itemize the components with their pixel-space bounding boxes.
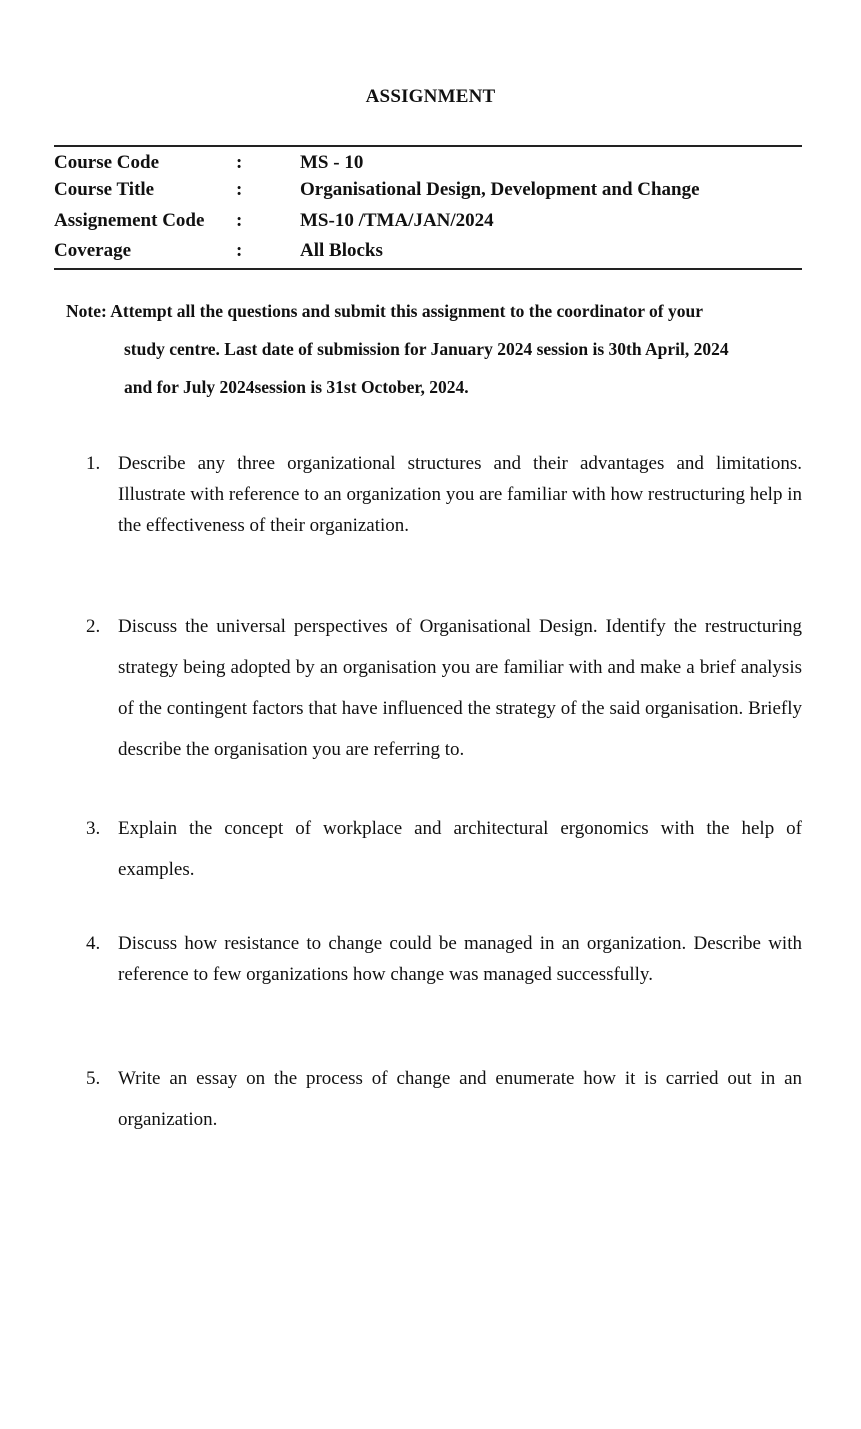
- question-number: 2.: [86, 616, 101, 637]
- note-line-3: and for July 2024session is 31st October, 2024.: [124, 377, 469, 397]
- meta-separator: :: [236, 210, 243, 231]
- meta-value: MS-10 /TMA/JAN/2024: [300, 210, 494, 231]
- question-text: Discuss the universal perspectives of Organisational Design. Identify the restructuring strategy being adopted by an organisation you are familiar with and make a brief analysis of the contingent factors that have influenced the strategy of the said organisation. Briefly describe the organisation you are referring to.: [118, 616, 802, 760]
- meta-label: Assignement Code: [54, 210, 205, 231]
- question-number: 5.: [86, 1068, 101, 1089]
- question-3: [86, 808, 802, 890]
- meta-value: All Blocks: [300, 240, 383, 261]
- document-title: ASSIGNMENT: [365, 86, 496, 107]
- meta-label: Course Title: [54, 179, 155, 200]
- course-code-row: [54, 150, 802, 176]
- note-line-2: study centre. Last date of submission for January 2024 session is 30th April, 2024: [124, 339, 729, 359]
- question-number: 1.: [86, 453, 101, 474]
- meta-label: Coverage: [54, 240, 132, 261]
- assignment-code-row: [54, 206, 802, 236]
- question-text: Discuss how resistance to change could be managed in an organization. Describe with reference to few organizations how change was managed successfully.: [118, 933, 802, 985]
- course-details-table: [54, 145, 802, 270]
- question-text: Explain the concept of workplace and architectural ergonomics with the help of examples.: [118, 818, 802, 880]
- question-2: [86, 606, 802, 770]
- question-text: Describe any three organizational structures and their advantages and limitations. Illustrate with reference to an organization you are familiar with how restructuring help in the effectiveness of their organization.: [118, 453, 802, 536]
- note-line-1: [66, 292, 800, 330]
- question-1: [86, 448, 802, 541]
- question-4: [86, 928, 802, 990]
- note-label: Note:: [66, 301, 107, 321]
- coverage-row: [54, 236, 802, 266]
- question-text: Write an essay on the process of change and enumerate how it is carried out in an organization.: [118, 1068, 802, 1130]
- meta-label: Course Code: [54, 152, 160, 173]
- course-title-row: [54, 176, 802, 206]
- meta-value: Organisational Design, Development and Change: [300, 179, 700, 200]
- submission-note: [66, 292, 800, 406]
- question-number: 3.: [86, 818, 101, 839]
- meta-separator: :: [236, 240, 243, 261]
- note-text: Attempt all the questions and submit this assignment to the coordinator of your: [106, 301, 703, 321]
- meta-separator: :: [236, 152, 243, 173]
- meta-separator: :: [236, 179, 243, 200]
- meta-value: MS - 10: [300, 152, 364, 173]
- question-number: 4.: [86, 933, 101, 954]
- question-5: [86, 1058, 802, 1140]
